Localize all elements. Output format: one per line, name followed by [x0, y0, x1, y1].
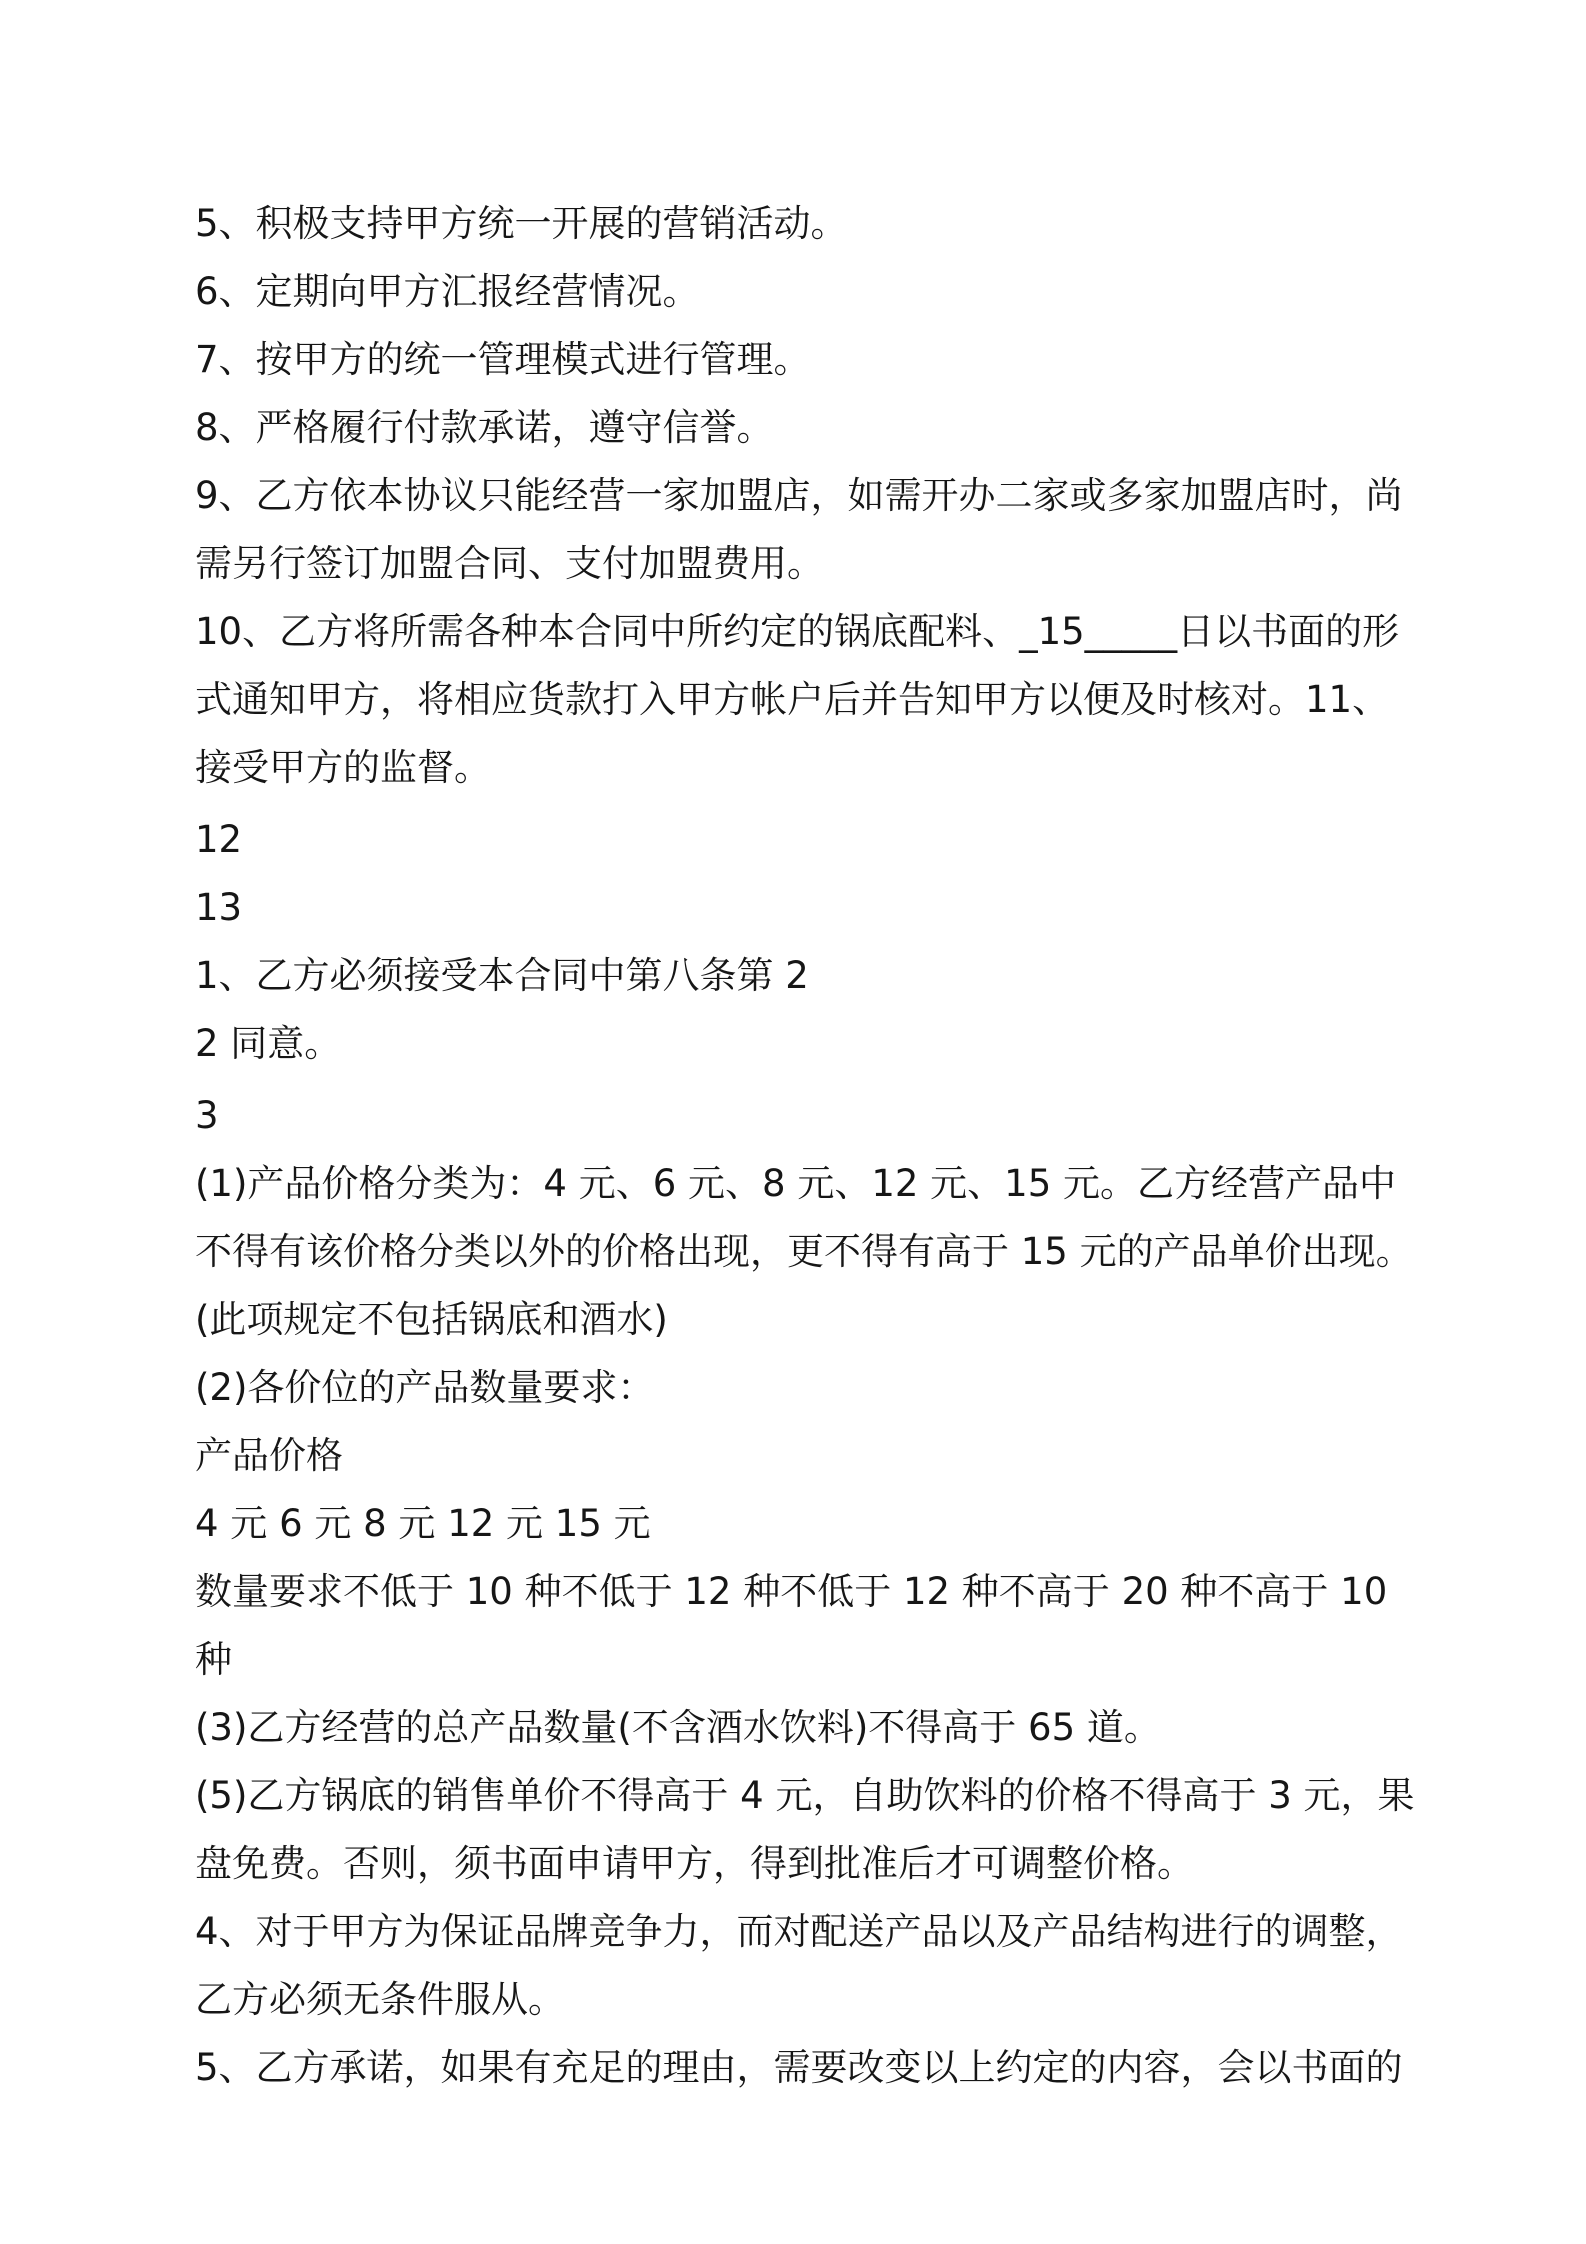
paragraph-clause-1: 1、乙方必须接受本合同中第八条第 2	[195, 954, 809, 997]
paragraph-clause-3: 3	[195, 1094, 219, 1137]
paragraph-item-5-marketing: 5、积极支持甲方统一开展的营销活动。	[195, 202, 848, 245]
paragraph-clause-2: 2 同意。	[195, 1022, 342, 1065]
paragraph-item-6-report: 6、定期向甲方汇报经营情况。	[195, 270, 700, 313]
paragraph-price-list: 4 元 6 元 8 元 12 元 15 元	[195, 1502, 651, 1545]
paragraph-pot-price: (5)乙方锅底的销售单价不得高于 4 元，自助饮料的价格不得高于 3 元，果盘免费。否则，须书面申请甲方，得到批准后才可调整价格。	[195, 1774, 1415, 1885]
paragraph-product-price-label: 产品价格	[195, 1434, 343, 1477]
paragraph-number-13: 13	[195, 886, 243, 929]
paragraph-clause-4: 4、对于甲方为保证品牌竞争力，而对配送产品以及产品结构进行的调整，乙方必须无条件服从。	[195, 1910, 1403, 2021]
paragraph-item-7-management: 7、按甲方的统一管理模式进行管理。	[195, 338, 811, 381]
paragraph-item-9-franchise: 9、乙方依本协议只能经营一家加盟店，如需开办二家或多家加盟店时，尚需另行签订加盟合同、支付加盟费用。	[195, 474, 1403, 585]
paragraph-price-categories: (1)产品价格分类为：4 元、6 元、8 元、12 元、15 元。乙方经营产品中不得有该价格分类以外的价格出现，更不得有高于 15 元的产品单价出现。(此项规定不包括锅底和酒水)	[195, 1162, 1413, 1341]
paragraph-total-products: (3)乙方经营的总产品数量(不含酒水饮料)不得高于 65 道。	[195, 1706, 1161, 1749]
paragraph-quantity-list: 数量要求不低于 10 种不低于 12 种不低于 12 种不高于 20 种不高于 10 种	[195, 1570, 1400, 1681]
paragraph-clause-5: 5、乙方承诺，如果有充足的理由，需要改变以上约定的内容，会以书面的	[195, 2046, 1403, 2089]
paragraph-item-10-notice: 10、乙方将所需各种本合同中所约定的锅底配料、_15_____日以书面的形式通知甲方，将相应货款打入甲方帐户后并告知甲方以便及时核对。11、接受甲方的监督。	[195, 610, 1400, 789]
paragraph-number-12: 12	[195, 818, 243, 861]
paragraph-quantity-requirements: (2)各价位的产品数量要求：	[195, 1366, 655, 1409]
paragraph-item-8-payment: 8、严格履行付款承诺，遵守信誉。	[195, 406, 774, 449]
document-body	[195, 190, 1415, 2102]
